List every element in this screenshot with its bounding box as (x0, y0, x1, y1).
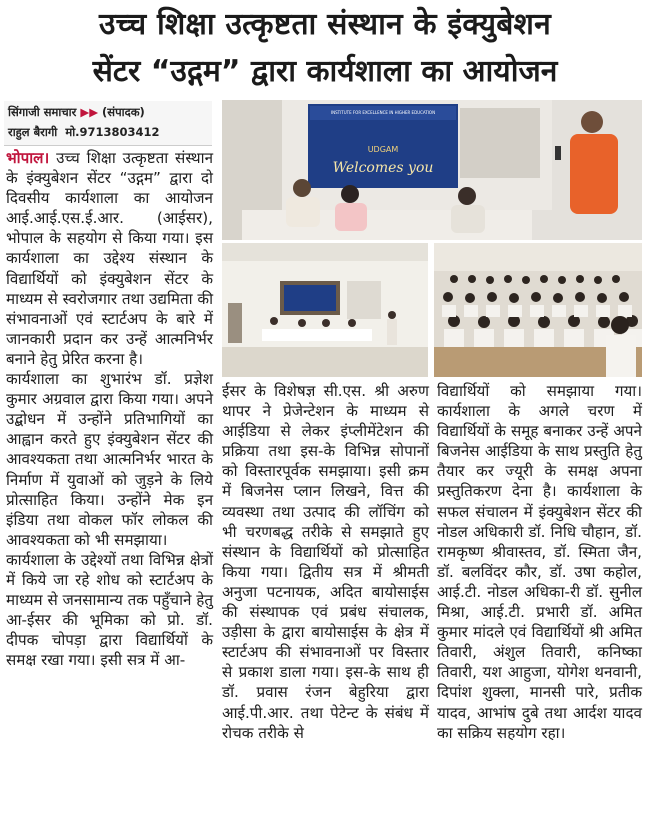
article-paragraph-2: कार्यशाला का शुभारंभ डॉ. प्रज्ञेश कुमार अग्रवाल द्वारा किया गया। अपने उद्बोधन में उन्होंने प्रतिभागियों का आह्वान करते हुए इंक्युबेशन सेंटर की आवश्यकता तथा आत्मनिर्भर भारत के निर्माण में युवाओं को जुड़ने के लिये प्रोत्साहित किया। उन्होंने मेक इन इंडिया तथा वोकल फॉर लोकल की आवश्यकता को भी समझाया। (6, 370, 213, 549)
stage-photo-illustration (222, 100, 642, 240)
banner-title: UDGAM (367, 145, 399, 154)
column-2-text: ईसर के विशेषज्ञ सी.एस. श्री अरुण थापर ने प्रेजेन्टेशन के माध्यम से आईडिया से लेकर इंप्लीमेंटेशन की प्रक्रिया तथा इस-के विभिन्न सोपानों को विस्तारपूर्वक समझाया। इसी क्रम में बिजनेस प्लान लिखने, वित्त की व्यवस्था तथा उत्पाद की लॉचिंग को भी चरणबद्ध तरीके से समझाते हुए संस्थान के विद्यार्थियों को प्रोत्साहित किया गया। द्वितीय सत्र में श्रीमती अनुजा पटनायक, अदित बायोसाईस की संस्थापक एवं प्रबंध संचालक, उड़ीसा के द्वारा बायोसाईस के क्षेत्र में स्टार्टअप की संभावनाओं पर विस्तार से प्रकाश डाला गया। इस-के साथ ही डॉ. प्रवास रंजन बेहुरिया द्वारा आई.पी.आर. तथा पेटेन्ट के संबंध में रोचक तरीके से (222, 382, 429, 742)
article-paragraph-1 (6, 148, 213, 369)
photo-hall-view (222, 243, 428, 377)
lead-text: उच्च शिक्षा उत्कृष्टता संस्थान के इंक्युबेशन सेंटर “उद्गम” द्वारा दो दिवसीय कार्यशाला का आयोजन आई.आई.एस.ई.आर. (आईसर), भोपाल के सहयोग से किया गया। इस कार्यशाला का उद्देश्य संस्थान के विद्यार्थियों को इंक्युबेशन सेंटर के माध्यम से स्वरोजगार तथा उद्यमिता की संभावनाओं एवं स्टार्टअप के बारे में जानकारी प्रदान कर उन्हें आत्मनिर्भर बनाने हेतु प्रेरित करना है। (6, 149, 213, 368)
hall-photo-illustration (222, 243, 428, 377)
reporter-phone: मो.9713803412 (65, 125, 160, 139)
publication-name: सिंगाजी समाचार (8, 105, 77, 119)
article-paragraph-3: कार्यशाला के उद्देश्यों तथा विभिन्न क्षेत्रों में किये जा रहे शोध को स्टार्टअप के माध्यम से जनसामान्य तक पहुँचाने हेतु आ-ईसर की भूमिका को प्रो. डॉ. दीपक चोपड़ा द्वारा विद्यार्थियों के समक्ष रखा गया। इसी सत्र में आ- (6, 550, 213, 670)
audience-photo-illustration (434, 243, 642, 377)
reporter-name: राहुल बैरागी (8, 125, 58, 139)
article-column-3 (437, 381, 642, 743)
headline (0, 0, 650, 98)
article-column-1 (6, 148, 213, 670)
photo-audience (434, 243, 642, 377)
column-3-text: विद्यार्थियों को समझाया गया। कार्यशाला के अगले चरण में विद्यार्थियों के समूह बनाकर उन्हें अपने बिजनेस आईडिया के साथ प्रस्तुति हेतु तैयार कर ज्यूरी के समक्ष अपना प्रस्तुतिकरण देना है। कार्यशाला के सफल संचालन में इंक्युबेशन सेंटर की नोडल अधिकारी डॉ. निधि चौहान, डॉ. रामकृष्ण श्रीवास्तव, डॉ. स्मिता जैन, डॉ. बलविंदर कौर, डॉ. उषा कहोल, आई.टी. नोडल अधिका-री डॉ. सुनील मिश्रा, आई.टी. प्रभारी डॉ. अमित कुमार मांदले एवं विद्यार्थियों श्री अमित तिवारी, अंशुल तिवारी, कनिष्का तिवारी, यश आहुजा, योगेश थनवानी, दिपांश शुक्ला, मानसी पारे, प्रतीक यादव, आभांष दुबे तथा आर्दश यादव का सक्रिय सहयोग रहा। (437, 382, 642, 742)
byline-box (4, 101, 212, 146)
byline-reporter (8, 125, 160, 140)
banner-welcome: Welcomes you (332, 160, 434, 176)
editor-role: (संपादक) (102, 105, 145, 119)
article-column-2 (222, 381, 429, 743)
headline-line-1: उच्च शिक्षा उत्कृष्टता संस्थान के इंक्युबेशन (99, 7, 551, 42)
photo-stage-speaker (222, 100, 642, 240)
headline-line-2: सेंटर “उद्गम” द्वारा कार्यशाला का आयोजन (92, 54, 558, 89)
dateline: भोपाल। (6, 149, 50, 167)
fast-forward-icon: ▶▶ (80, 105, 99, 119)
speaker-shirt (570, 134, 618, 214)
byline-publication (8, 105, 145, 120)
banner-small-text: INSTITUTE FOR EXCELLENCE IN HIGHER EDUCATION (330, 110, 436, 115)
